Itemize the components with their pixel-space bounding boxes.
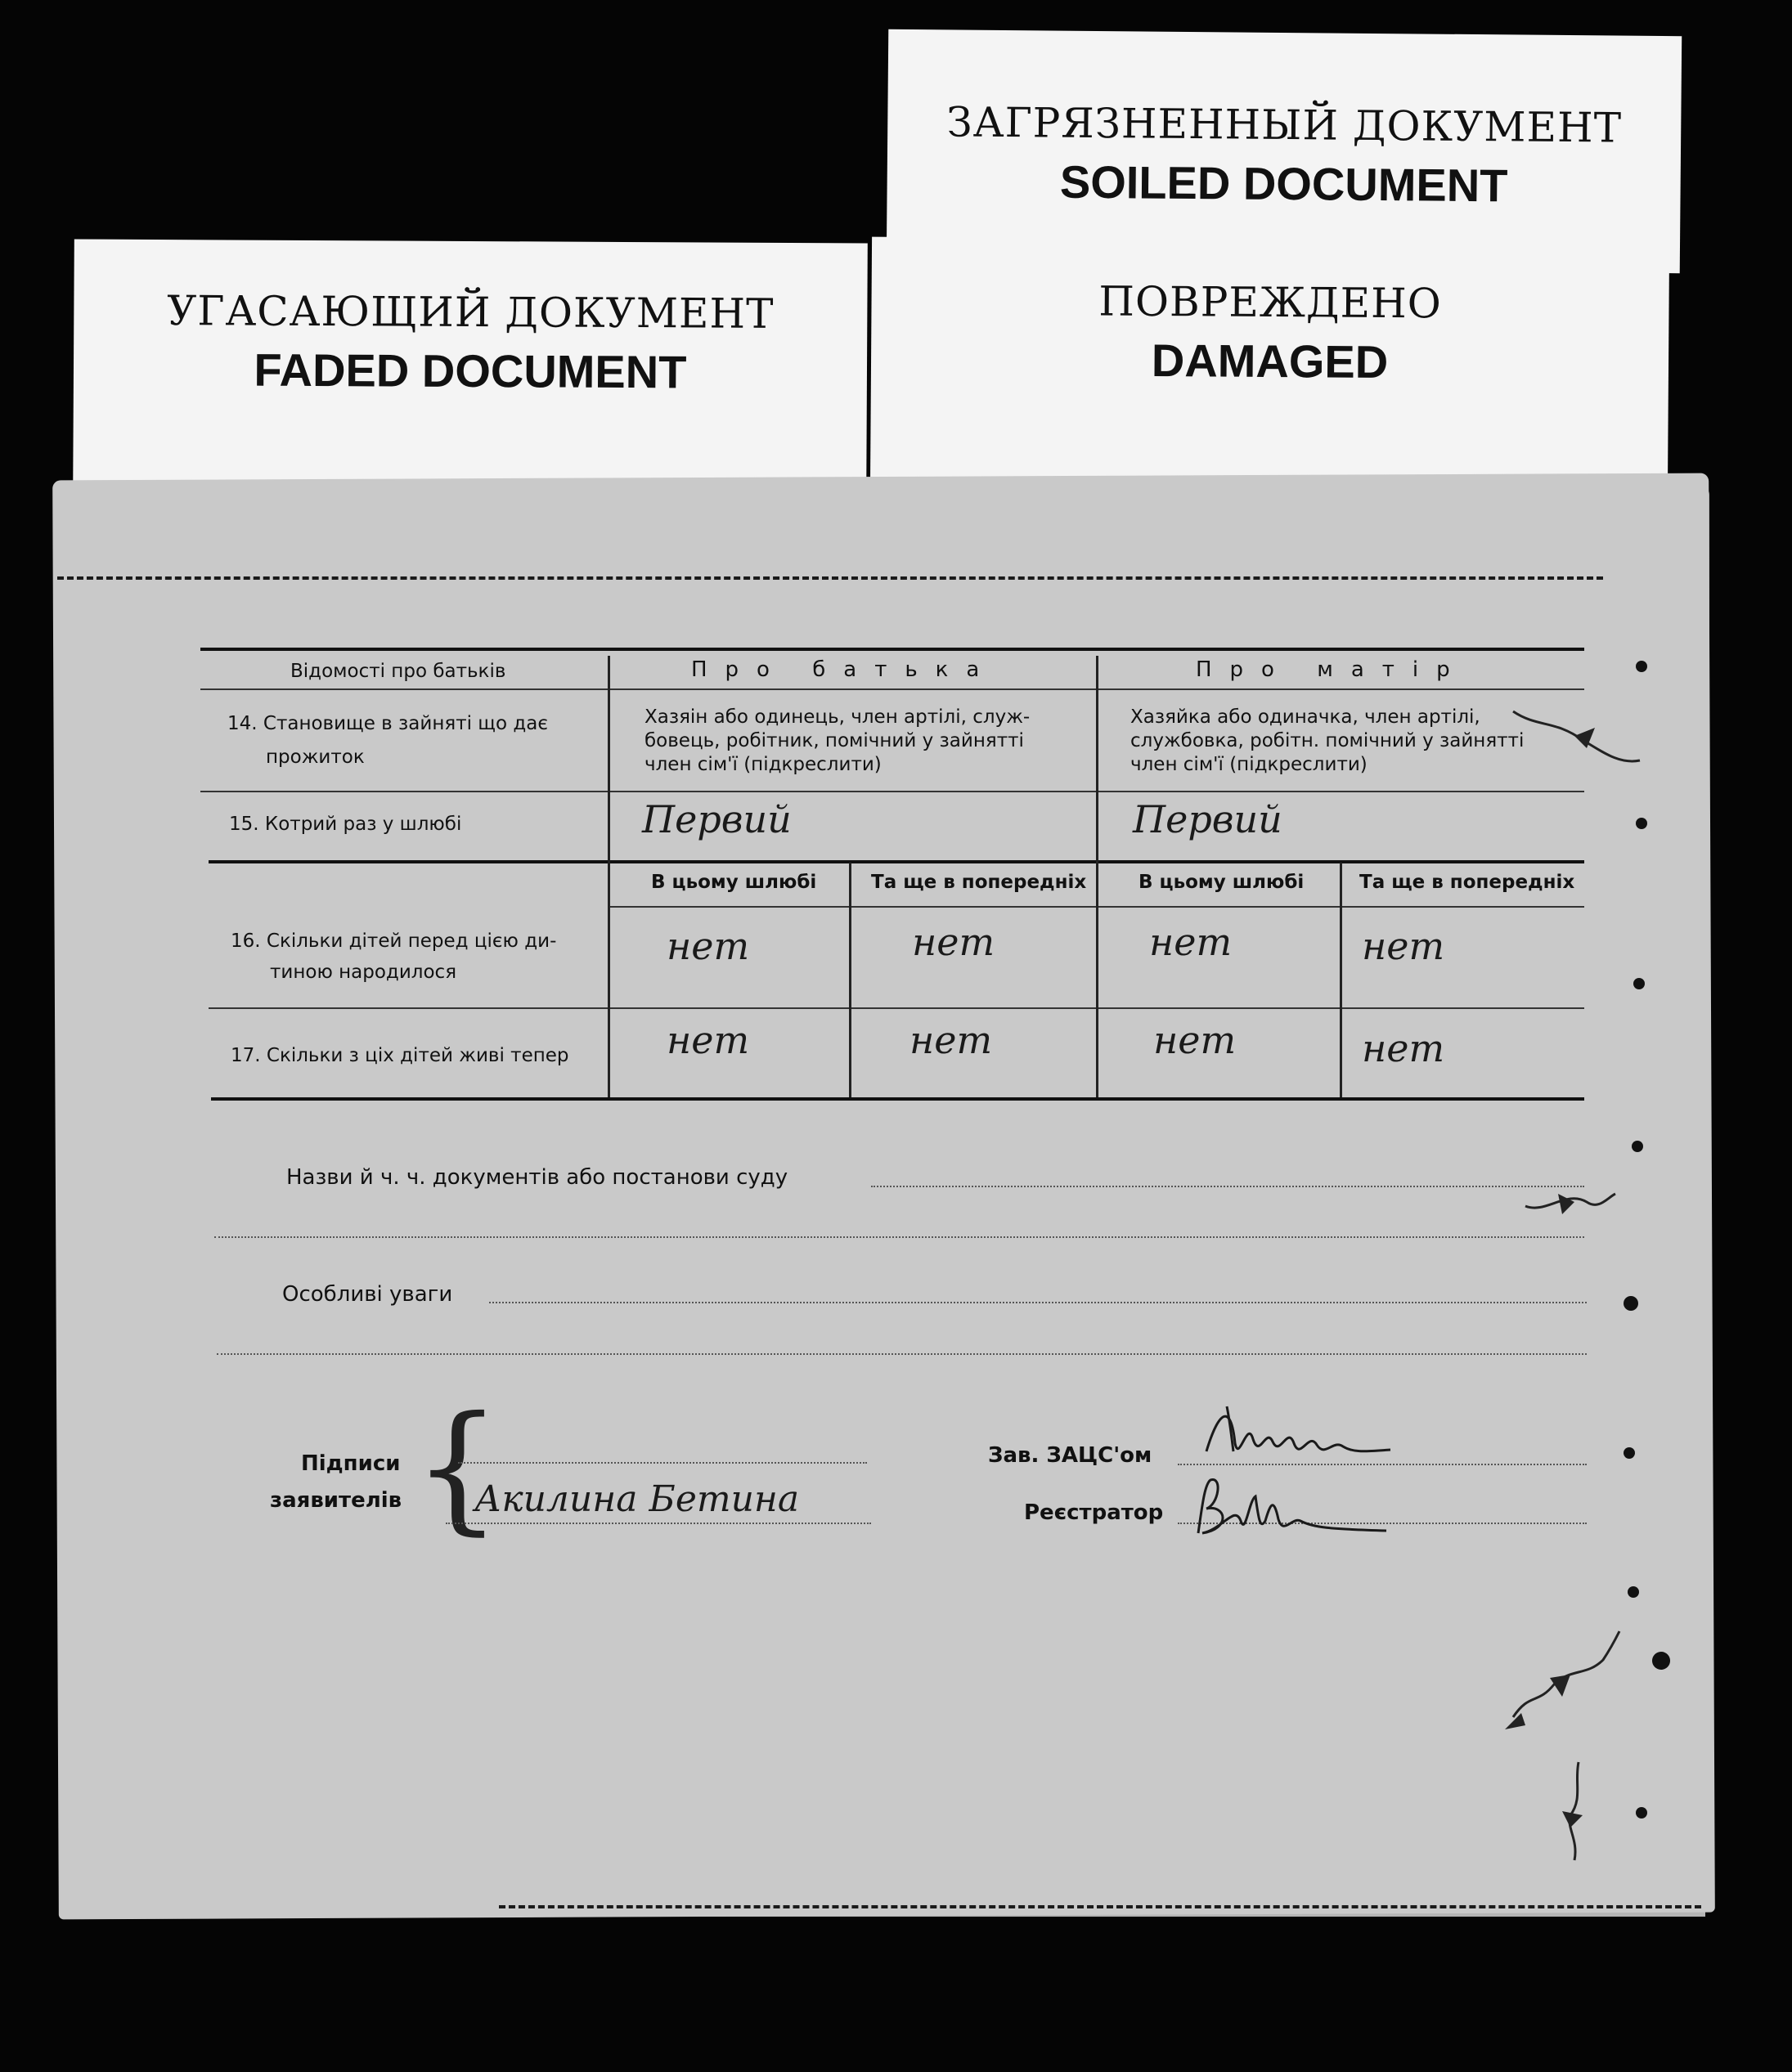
col-divider-1 xyxy=(608,656,610,1097)
punch-hole xyxy=(1632,1141,1643,1152)
subheader-mother-this: В цьому шлюбі xyxy=(1139,872,1305,893)
soiled-document-label xyxy=(887,29,1682,273)
subheader-father-previous: Та ще в попередніх xyxy=(871,872,1087,893)
top-perforation xyxy=(57,576,1603,580)
punch-hole xyxy=(1636,661,1647,672)
punch-hole xyxy=(1633,978,1645,989)
row16-label-cont: тиною народилося xyxy=(270,962,457,983)
zags-head-label: Зав. ЗАЦС'ом xyxy=(988,1443,1152,1468)
subheader-mother-previous: Та ще в попередніх xyxy=(1359,872,1575,893)
paper-tear xyxy=(1521,1173,1619,1231)
row17-father-this: нет xyxy=(667,1018,750,1062)
applicants-brace: { xyxy=(413,1387,502,1549)
col-divider-father xyxy=(849,863,851,1097)
row15-father-value: Первий xyxy=(642,797,792,841)
row14-mother-line2: службовка, робітн. помічний у зайнятті xyxy=(1130,730,1525,751)
punch-hole xyxy=(1636,818,1647,829)
punch-hole xyxy=(1652,1652,1670,1670)
soiled-label-ru: ЗАГРЯЗНЕННЫЙ ДОКУМЕНТ xyxy=(946,98,1623,152)
paper-tear xyxy=(1538,1758,1619,1864)
damaged-label-en: DAMAGED xyxy=(1151,334,1389,388)
remarks-line-2 xyxy=(217,1353,1587,1355)
row14-mother-line3: член сім'ї (підкреслити) xyxy=(1130,754,1368,775)
row14-label: 14. Становище в зайняті що дає xyxy=(227,713,548,734)
damaged-document-label xyxy=(870,237,1669,498)
paper-tear xyxy=(1505,703,1644,777)
table-top-rule xyxy=(200,648,1584,651)
punch-hole xyxy=(1624,1296,1638,1311)
row16-father-this: нет xyxy=(667,924,750,968)
documents-label: Назви й ч. ч. документів або постанови суду xyxy=(286,1165,788,1190)
row16-father-previous: нет xyxy=(912,920,995,964)
applicant-signature-line-2 xyxy=(446,1523,871,1524)
row14-mother-line1: Хазяйка або одиначка, член артілі, xyxy=(1130,706,1480,728)
header-parents-info: Відомості про батьків xyxy=(290,661,506,682)
applicants-label-cont: заявителів xyxy=(270,1488,402,1513)
row16-mother-previous: нет xyxy=(1362,924,1445,968)
registrar-label: Реєстратор xyxy=(1024,1500,1164,1525)
row16-mother-this: нет xyxy=(1149,920,1233,964)
documents-line xyxy=(871,1186,1584,1187)
remarks-line xyxy=(489,1302,1587,1303)
punch-hole xyxy=(1628,1586,1639,1598)
punch-hole xyxy=(1624,1447,1635,1459)
faded-document-label xyxy=(73,239,868,496)
row16-label: 16. Скільки дітей перед цією ди- xyxy=(231,931,557,952)
punch-hole xyxy=(1636,1807,1647,1819)
applicant-signature-line-1 xyxy=(458,1462,867,1464)
col-divider-mother xyxy=(1340,863,1342,1097)
row14-label-cont: прожиток xyxy=(266,747,365,768)
registrar-signature xyxy=(1190,1472,1395,1550)
row15-rule xyxy=(209,860,1584,863)
header-mother: Про матір xyxy=(1196,657,1468,682)
row14-father-line2: бовець, робітник, помічний у зайнятті xyxy=(644,730,1024,751)
applicants-label: Підписи xyxy=(301,1451,401,1476)
row15-mother-value: Первий xyxy=(1133,797,1282,841)
damaged-label-ru: ПОВРЕЖДЕНО xyxy=(1098,277,1442,328)
table-bottom-rule xyxy=(211,1097,1584,1101)
subheader-father-this: В цьому шлюбі xyxy=(651,872,817,893)
header-bottom-rule xyxy=(200,688,1584,690)
row17-mother-previous: нет xyxy=(1362,1026,1445,1070)
documents-line-2 xyxy=(214,1236,1584,1238)
applicant-signature: Акилина Бетина xyxy=(474,1478,800,1520)
row17-label: 17. Скільки з ціх дітей живі тепер xyxy=(231,1045,569,1066)
row14-father-line1: Хазяін або одинець, член артілі, служ- xyxy=(644,706,1031,728)
row15-label: 15. Котрий раз у шлюбі xyxy=(229,814,462,835)
soiled-label-en: SOILED DOCUMENT xyxy=(1059,155,1508,212)
row14-rule xyxy=(200,791,1584,792)
faded-label-en: FADED DOCUMENT xyxy=(254,343,687,398)
paper-tear xyxy=(1505,1627,1628,1742)
zags-head-signature xyxy=(1202,1394,1399,1472)
header-father: Про батька xyxy=(691,657,998,682)
remarks-label: Особливі уваги xyxy=(282,1282,453,1307)
row17-mother-this: нет xyxy=(1153,1018,1237,1062)
col-divider-2 xyxy=(1096,656,1098,1097)
row14-father-line3: член сім'ї (підкреслити) xyxy=(644,754,882,775)
faded-label-ru: УГАСАЮЩИЙ ДОКУМЕНТ xyxy=(167,287,775,338)
bottom-perforation xyxy=(499,1905,1701,1908)
row17-father-previous: нет xyxy=(909,1018,993,1062)
row16-rule xyxy=(209,1007,1584,1009)
